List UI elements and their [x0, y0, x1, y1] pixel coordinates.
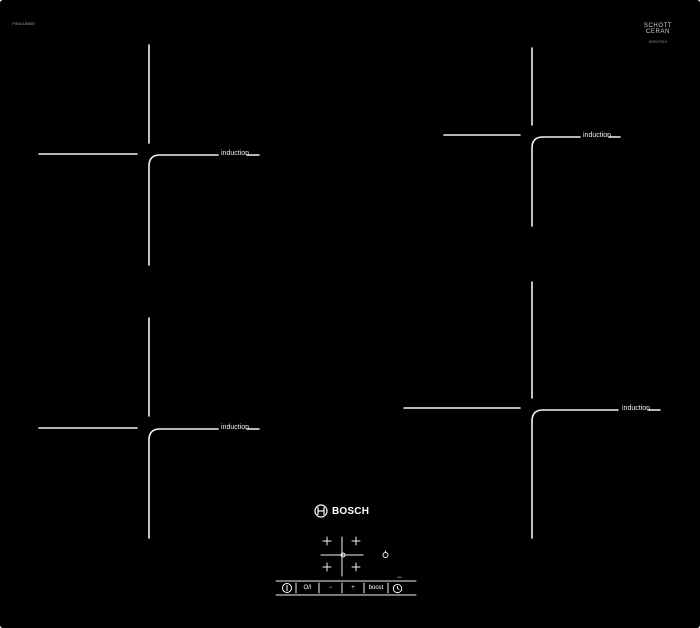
timer-button[interactable]	[389, 581, 405, 595]
onoff-label: O/I	[303, 585, 312, 591]
boost-label: boost	[368, 585, 384, 591]
brand-name: BOSCH	[332, 505, 370, 517]
zone-rear-left-label: induction	[221, 424, 250, 431]
power-icon	[281, 582, 293, 594]
glass-brand-line1: SCHOTT	[643, 23, 673, 29]
plus-button[interactable]	[343, 581, 363, 595]
child-lock-icon[interactable]	[381, 546, 390, 555]
zone-rear-right-label: induction	[583, 132, 612, 139]
zone-select-front-right-button[interactable]	[348, 560, 364, 576]
zone-select-front-left-button[interactable]	[319, 560, 335, 576]
brand-logo	[314, 503, 369, 519]
zone-front-left-label: induction	[221, 150, 250, 157]
zone-front-right-label: induction	[622, 405, 651, 412]
glass-brand-label	[638, 23, 678, 45]
boost-button[interactable]	[365, 581, 387, 595]
power-button[interactable]	[278, 581, 295, 595]
minus-label: −	[328, 585, 333, 591]
glass-brand-code: BRENTSHI	[649, 40, 667, 44]
zone-select-rear-right-button[interactable]	[348, 534, 364, 550]
onoff-button[interactable]	[297, 581, 318, 595]
zone-select-rear-left-button[interactable]	[319, 534, 335, 550]
minus-button[interactable]	[320, 581, 341, 595]
clock-icon	[392, 583, 403, 594]
model-number: PIE611BB5E	[12, 21, 36, 26]
plus-label: +	[351, 585, 355, 591]
glass-brand-line2: CERAN	[645, 29, 670, 35]
child-lock-label: ooo	[397, 575, 403, 579]
